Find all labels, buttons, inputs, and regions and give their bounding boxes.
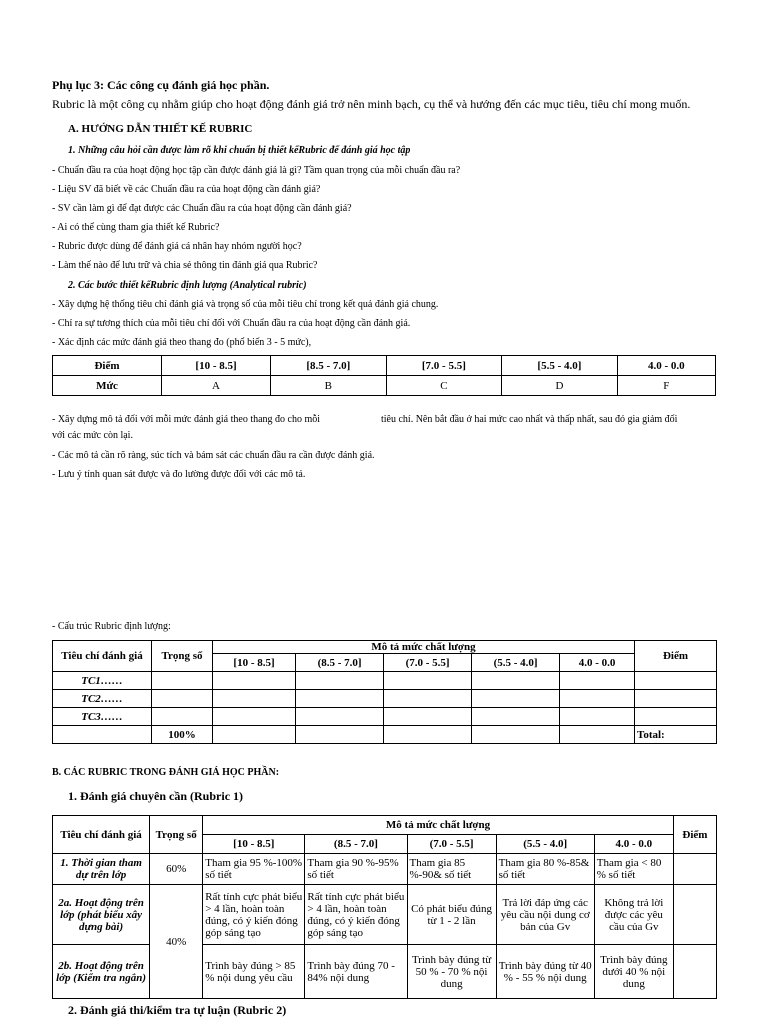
empty-cell bbox=[152, 690, 213, 708]
col-desc-header: Mô tả mức chất lượng bbox=[203, 816, 674, 835]
question-item: - Làm thế nào để lưu trữ và chia sẻ thông tin đánh giá qua Rubric? bbox=[52, 260, 318, 271]
empty-cell bbox=[384, 726, 472, 744]
empty-cell bbox=[296, 708, 384, 726]
range-header: 4.0 - 0.0 bbox=[594, 835, 673, 854]
description-cell: Rất tính cực phát biểu > 4 lần, hoàn toàn đúng, có ý kiến đóng góp sáng tạo bbox=[203, 885, 305, 945]
description-cell: Có phát biểu đúng từ 1 - 2 lần bbox=[407, 885, 496, 945]
question-item: - SV cần làm gì để đạt được các Chuẩn đầu ra của hoạt động cần đánh giá? bbox=[52, 203, 352, 214]
grade-scale-table bbox=[52, 355, 716, 396]
step-item: - Chỉ ra sự tương thích của mỗi tiêu chí đối với Chuẩn đầu ra của hoạt động cần đánh giá. bbox=[52, 318, 411, 329]
rubric1-table bbox=[52, 815, 717, 999]
empty-cell bbox=[560, 690, 635, 708]
description-cell: Trả lời đáp ứng các yêu cầu nội dung cơ bản của Gv bbox=[496, 885, 594, 945]
question-item: - Rubric được dùng để đánh giá cá nhân hay nhóm người học? bbox=[52, 241, 302, 252]
empty-cell bbox=[635, 708, 717, 726]
scale-range: [7.0 - 5.5] bbox=[386, 356, 502, 376]
empty-cell bbox=[213, 708, 296, 726]
empty-cell bbox=[472, 672, 560, 690]
section-b-title: B. CÁC RUBRIC TRONG ĐÁNH GIÁ HỌC PHẦN: bbox=[52, 767, 280, 778]
score-cell bbox=[673, 854, 716, 885]
scale-grade: C bbox=[386, 376, 502, 396]
description-cell: Tham gia 85 %-90& số tiết bbox=[407, 854, 496, 885]
score-cell bbox=[673, 885, 716, 945]
empty-cell bbox=[472, 726, 560, 744]
total-weight: 100% bbox=[152, 726, 213, 744]
col-weight-header: Trọng số bbox=[152, 641, 213, 672]
scale-range: [5.5 - 4.0] bbox=[502, 356, 618, 376]
scale-range: 4.0 - 0.0 bbox=[617, 356, 715, 376]
range-header: (5.5 - 4.0] bbox=[472, 654, 560, 672]
description-cell: Không trả lời được các yêu cầu của Gv bbox=[594, 885, 673, 945]
empty-cell bbox=[384, 672, 472, 690]
empty-cell bbox=[472, 690, 560, 708]
step-item: - Xây dựng hệ thống tiêu chí đánh giá và trọng số của mỗi tiêu chí trong kết quả đánh giá chung. bbox=[52, 299, 439, 310]
rubric2-title: 2. Đánh giá thi/kiểm tra tự luận (Rubric 2) bbox=[68, 1003, 287, 1017]
question-item: - Chuẩn đầu ra của hoạt động học tập cần được đánh giá là gì? Tầm quan trọng của mỗi chuẩn đầu ra? bbox=[52, 165, 461, 176]
col-criteria-header: Tiêu chí đánh giá bbox=[53, 816, 150, 854]
criteria-row-label: TC3…… bbox=[53, 708, 152, 726]
structure-label: - Cấu trúc Rubric định lượng: bbox=[52, 621, 171, 632]
empty-cell bbox=[53, 726, 152, 744]
section-a-title: A. HƯỚNG DẪN THIẾT KẾ RUBRIC bbox=[68, 123, 253, 135]
step-item: - Xác định các mức đánh giá theo thang đo (phổ biến 3 - 5 mức), bbox=[52, 337, 312, 348]
empty-cell bbox=[296, 690, 384, 708]
note-item: - Các mô tả cần rõ ràng, súc tích và bám sát các chuẩn đầu ra cần được đánh giá. bbox=[52, 450, 375, 461]
criteria-row-label: TC2…… bbox=[53, 690, 152, 708]
describe-line-1b: tiêu chí. Nên bắt đầu ở hai mức cao nhất và thấp nhất, sau đó gia giảm đối bbox=[381, 414, 678, 425]
col-score-header: Điểm bbox=[673, 816, 716, 854]
section-a-sub2: 2. Các bước thiết kếRubric định lượng (Analytical rubric) bbox=[68, 280, 307, 291]
scale-grade: B bbox=[271, 376, 387, 396]
empty-cell bbox=[384, 690, 472, 708]
description-cell: Trình bày đúng từ 50 % - 70 % nội dung bbox=[407, 945, 496, 999]
range-header: (8.5 - 7.0] bbox=[305, 835, 407, 854]
range-header: [10 - 8.5] bbox=[213, 654, 296, 672]
score-cell bbox=[673, 945, 716, 999]
empty-cell bbox=[384, 708, 472, 726]
scale-grade: D bbox=[502, 376, 618, 396]
range-header: (5.5 - 4.0] bbox=[496, 835, 594, 854]
question-item: - Liệu SV đã biết về các Chuẩn đầu ra của hoạt động cần đánh giá? bbox=[52, 184, 321, 195]
criteria-cell: 2a. Hoạt động trên lớp (phát biểu xây dựng bài) bbox=[53, 885, 150, 945]
range-header: (8.5 - 7.0] bbox=[296, 654, 384, 672]
intro-paragraph: Rubric là một công cụ nhằm giúp cho hoạt động đánh giá trở nên minh bạch, cụ thể và hướng đến các mục tiêu, tiêu chí mong muốn. bbox=[52, 97, 691, 111]
description-cell: Trình bày đúng 70 - 84% nội dung bbox=[305, 945, 407, 999]
description-cell: Tham gia 80 %-85& số tiết bbox=[496, 854, 594, 885]
description-cell: Trình bày đúng > 85 % nội dung yêu cầu bbox=[203, 945, 305, 999]
weight-cell: 40% bbox=[150, 885, 203, 999]
range-header: (7.0 - 5.5] bbox=[407, 835, 496, 854]
empty-cell bbox=[213, 726, 296, 744]
col-weight-header: Trọng số bbox=[150, 816, 203, 854]
col-desc-header: Mô tả mức chất lượng bbox=[213, 641, 635, 654]
scale-range: [10 - 8.5] bbox=[162, 356, 271, 376]
empty-cell bbox=[296, 726, 384, 744]
col-score-header: Điểm bbox=[635, 641, 717, 672]
description-cell: Trình bày đúng từ 40 % - 55 % nội dung bbox=[496, 945, 594, 999]
description-cell: Tham gia 90 %-95% số tiết bbox=[305, 854, 407, 885]
empty-cell bbox=[472, 708, 560, 726]
scale-grade: A bbox=[162, 376, 271, 396]
criteria-cell: 2b. Hoạt động trên lớp (Kiểm tra ngắn) bbox=[53, 945, 150, 999]
empty-cell bbox=[213, 672, 296, 690]
description-cell: Tham gia < 80 % số tiết bbox=[594, 854, 673, 885]
criteria-row-label: TC1…… bbox=[53, 672, 152, 690]
note-item: - Lưu ý tính quan sát được và đo lường được đối với các mô tả. bbox=[52, 469, 306, 480]
section-a-sub1: 1. Những câu hỏi cần được làm rõ khi chuẩn bị thiết kếRubric để đánh giá học tập bbox=[68, 145, 411, 156]
description-cell: Trình bày đúng dưới 40 % nội dung bbox=[594, 945, 673, 999]
empty-cell bbox=[560, 708, 635, 726]
empty-cell bbox=[635, 672, 717, 690]
empty-cell bbox=[152, 708, 213, 726]
empty-cell bbox=[296, 672, 384, 690]
describe-line-2: với các mức còn lại. bbox=[52, 430, 133, 441]
empty-cell bbox=[560, 726, 635, 744]
empty-cell bbox=[213, 690, 296, 708]
scale-row-label: Điểm bbox=[53, 356, 162, 376]
description-cell: Tham gia 95 %-100% số tiết bbox=[203, 854, 305, 885]
col-criteria-header: Tiêu chí đánh giá bbox=[53, 641, 152, 672]
range-header: 4.0 - 0.0 bbox=[560, 654, 635, 672]
rubric-structure-table bbox=[52, 640, 717, 744]
empty-cell bbox=[635, 690, 717, 708]
range-header: [10 - 8.5] bbox=[203, 835, 305, 854]
total-label: Total: bbox=[635, 726, 717, 744]
question-item: - Ai có thể cùng tham gia thiết kế Rubric? bbox=[52, 222, 220, 233]
empty-cell bbox=[152, 672, 213, 690]
description-cell: Rất tính cực phát biểu > 4 lần, hoàn toàn đúng, có ý kiến đóng góp sáng tạo bbox=[305, 885, 407, 945]
describe-line-1a: - Xây dựng mô tả đối với mỗi mức đánh giá theo thang đo cho mỗi bbox=[52, 414, 321, 425]
empty-cell bbox=[560, 672, 635, 690]
scale-row-label: Mức bbox=[53, 376, 162, 396]
rubric1-title: 1. Đánh giá chuyên cần (Rubric 1) bbox=[68, 789, 244, 803]
appendix-title: Phụ lục 3: Các công cụ đánh giá học phần. bbox=[52, 78, 270, 92]
criteria-cell: 1. Thời gian tham dự trên lớp bbox=[53, 854, 150, 885]
scale-range: [8.5 - 7.0] bbox=[271, 356, 387, 376]
scale-grade: F bbox=[617, 376, 715, 396]
range-header: (7.0 - 5.5] bbox=[384, 654, 472, 672]
weight-cell: 60% bbox=[150, 854, 203, 885]
